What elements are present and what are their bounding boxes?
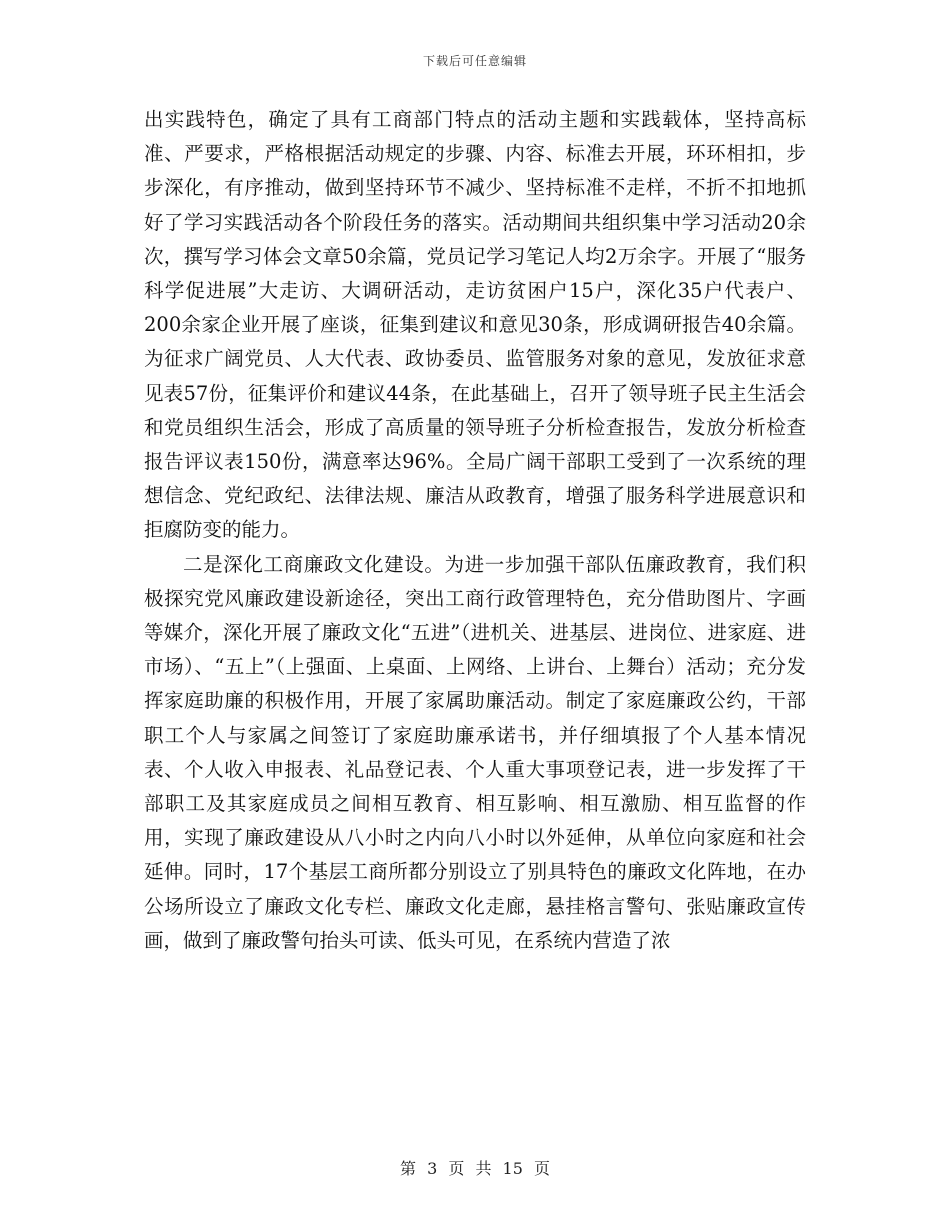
page-header-note: 下载后可任意编辑 xyxy=(422,54,527,68)
document-body xyxy=(144,103,806,958)
body-paragraph-2: 二是深化工商廉政文化建设。为进一步加强干部队伍廉政教育，我们积极探究党风廉政建设新途径，突出工商行政管理特色，充分借助图片、字画等媒介，深化开展了廉政文化“五进”（进机关、进基层、进岗位、进家庭、进市场）、“五上”（上强面、上桌面、上网络、上讲台、上舞台）活动；充分发挥家庭助廉的积极作用，开展了家属助廉活动。制定了家庭廉政公约，干部职工个人与家属之间签订了家庭助廉承诺书，并仔细填报了个人基本情况表、个人收入申报表、礼品登记表、个人重大事项登记表，进一步发挥了干部职工及其家庭成员之间相互教育、相互影响、相互激励、相互监督的作用，实现了廉政建设从八小时之内向八小时以外延伸，从单位向家庭和社会延伸。同时，17个基层工商所都分别设立了别具特色的廉政文化阵地，在办公场所设立了廉政文化专栏、廉政文化走廊，悬挂格言警句、张贴廉政宣传画，做到了廉政警句抬头可读、低头可见，在系统内营造了浓 xyxy=(144,552,806,952)
body-paragraph-1: 出实践特色，确定了具有工商部门特点的活动主题和实践载体，坚持高标准、严要求，严格根据活动规定的步骤、内容、标准去开展，环环相扣，步步深化，有序推动，做到坚持环节不减少、坚持标准不走样，不折不扣地抓好了学习实践活动各个阶段任务的落实。活动期间共组织集中学习活动20余次，撰写学习体会文章50余篇，党员记学习笔记人均2万余字。开展了“服务科学促进展”大走访、大调研活动，走访贫困户15户，深化35户代表户、200余家企业开展了座谈，征集到建议和意见30条，形成调研报告40余篇。为征求广阔党员、人大代表、政协委员、监管服务对象的意见，发放征求意见表57份，征集评价和建议44条，在此基础上，召开了领导班子民主生活会和党员组织生活会，形成了高质量的领导班子分析检查报告，发放分析检查报告评议表150份，满意率达96%。全局广阔干部职工受到了一次系统的理想信念、党纪政纪、法律法规、廉洁从政教育，增强了服务科学进展意识和拒腐防变的能力。 xyxy=(144,108,806,542)
page-number: 第 3 页 共 15 页 xyxy=(400,1159,550,1178)
